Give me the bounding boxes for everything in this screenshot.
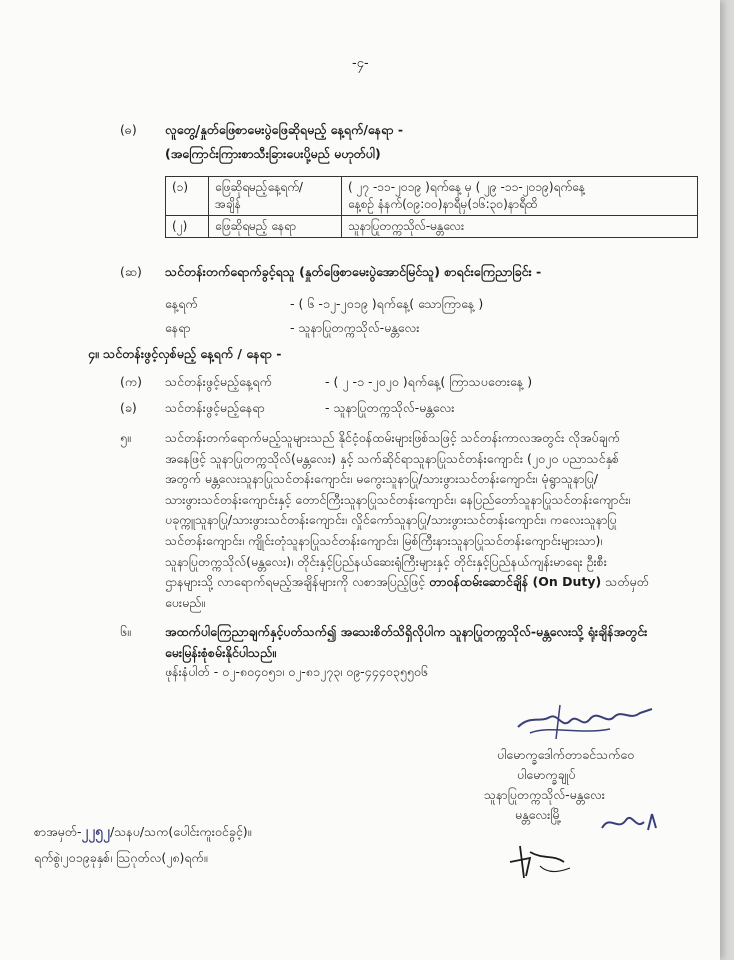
item4-row-b-value: - သူနာပြုတက္ကသိုလ်-မန္တလေး bbox=[325, 400, 455, 415]
item4-row-a-value: - ( ၂ -၁ -၂၀၂၀ )ရက်နေ့( ကြာသပတေးနေ့ ) bbox=[325, 374, 533, 389]
paragraph-line: သူနာပြုတက္ကသိုလ်(မန္တလေး)၊ တိုင်းနှင့်ပြည်နယ်ဆေးရုံကြီးများနှင့် တိုင်းနှင့်ပြည်နယ်ကျန်းမာရေး ဦးစီး bbox=[165, 553, 607, 569]
item4-title: ၄။ သင်တန်းဖွင့်လှစ်မည့် နေ့ရက် / နေရာ - bbox=[88, 346, 282, 361]
announce-place-value: - သူနာပြုတက္ကသိုလ်-မန္တလေး bbox=[290, 320, 420, 335]
paragraph-line: မေးမြန်းစုံစမ်းနိုင်ပါသည်။ bbox=[165, 644, 276, 660]
letter-number-label: စာအမှတ်- bbox=[34, 824, 82, 839]
announce-date-value: - ( ၆ -၁၂-၂၀၁၉ )ရက်နေ့( သောကြာနေ့ ) bbox=[290, 296, 484, 311]
item5-paragraph bbox=[165, 428, 649, 613]
signatory-city: မန္တလေးမြို့ bbox=[515, 807, 562, 822]
handwritten-mark bbox=[500, 832, 580, 882]
paragraph-line: သင်တန်းတက်ရောက်မည့်သူများသည် နိုင်ငံ့ဝန်ထမ်းများဖြစ်သဖြင့် သင်တန်းကာလအတွင်း လိုအပ်ချက် bbox=[165, 430, 620, 445]
letter-number-suffix: /သနပ/သက(ပေါင်းကူးဝင်ခွင့်)။ bbox=[109, 824, 252, 839]
paragraph-line: အတွက် မန္တလေးသူနာပြုသင်တန်းကျောင်း၊ မကွေးသူနာပြု/သားဖွားသင်တန်းကျောင်း၊ မုံရွာသူနာပြု/ bbox=[165, 471, 599, 487]
exam-schedule-table bbox=[165, 176, 698, 238]
paragraph-line: အနေဖြင့် သူနာပြုတက္ကသိုလ်(မန္တလေး) နှင့် သက်ဆိုင်ရာသူနာပြုသင်တန်းကျောင်း (၂၀၂၀ ပညာသင်နှစ် bbox=[165, 450, 620, 466]
item4-row-b-num: (ခ) bbox=[120, 400, 137, 415]
paragraph-line bbox=[165, 572, 649, 593]
paragraph-tail: သတ်မှတ် bbox=[605, 574, 649, 590]
paragraph-text: ဌာနများသို့ လာရောက်ရမည့်အချိန်များကို လစာအပြည့်ဖြင့် bbox=[165, 574, 426, 590]
table-cell-num: (၁) bbox=[166, 177, 209, 216]
item4-row-b-label: သင်တန်းဖွင့်မည့်နေရာ bbox=[165, 400, 265, 415]
signatory-name: ပါမောက္ခဒေါက်တာခင်သက်ဝေ bbox=[497, 747, 635, 762]
section-c-number: (ဓ) bbox=[120, 122, 137, 137]
item4-row-a-num: (က) bbox=[120, 374, 142, 389]
signatory-organization: သူနာပြုတက္ကသိုလ်-မန္တလေး bbox=[484, 787, 605, 802]
section-d-number: (ဆ) bbox=[120, 264, 142, 279]
paragraph-line: ပခုက္ကူသူနာပြု/သားဖွားသင်တန်းကျောင်း၊ လှိုင်ကော်သူနာပြု/သားဖွားသင်တန်းကျောင်း၊ ကလေးသူနာပြု bbox=[165, 512, 617, 528]
table-cell-label bbox=[209, 177, 342, 216]
page-number: -၄- bbox=[352, 56, 369, 71]
item6-number: ၆။ bbox=[120, 624, 131, 639]
paragraph-line: သင်တန်းကျောင်း၊ ကျိုင်းတုံသူနာပြုသင်တန်းကျောင်း၊ မြစ်ကြီးနားသူနာပြုသင်တန်းကျောင်းများသာ)၊ bbox=[165, 532, 603, 548]
table-row bbox=[166, 216, 698, 238]
letter-number bbox=[34, 824, 251, 840]
item6-paragraph bbox=[165, 622, 647, 663]
phone-numbers: ဖုန်းနံပါတ် - ၀၂-၈၀၄၀၅၁၊ ၀၂-၈၁၂၇၃၊ ၀၉-၄၄၄၀၃၅၅၀၆ bbox=[165, 664, 428, 679]
value-line: သူနာပြုတက္ကသိုလ်-မန္တလေး bbox=[348, 219, 465, 233]
paragraph-line: အထက်ပါကြေညာချက်နှင့်ပတ်သက်၍ အသေးစိတ်သိရှိလိုပါက သူနာပြုတက္ကသိုလ်-မန္တလေးသို့ ရုံးချိန်အတွင်း bbox=[165, 624, 648, 639]
paragraph-line: ပေးမည်။ bbox=[165, 594, 206, 610]
item4-row-a-label: သင်တန်းဖွင့်မည့်နေ့ရက် bbox=[165, 374, 272, 389]
handwritten-initials bbox=[596, 806, 666, 836]
signatory-title: ပါမောက္ခချုပ် bbox=[517, 767, 576, 782]
paragraph-line: သားဖွားသင်တန်းကျောင်းနှင့် တောင်ကြီးသူနာပြုသင်တန်းကျောင်း၊ နေပြည်တော်သူနာပြုသင်တန်းကျောင်း၊ bbox=[165, 491, 631, 507]
item5-number: ၅။ bbox=[120, 430, 131, 445]
section-c-subtitle: (အကြောင်းကြားစာသီးခြားပေးပို့မည် မဟုတ်ပါ) bbox=[165, 146, 381, 161]
label-line: အချိန် bbox=[215, 197, 241, 211]
announce-date-label: နေ့ရက် bbox=[165, 296, 198, 311]
signature-scribble bbox=[510, 695, 660, 745]
letter-date: ရက်စွဲ၊၂၀၁၉ခုနှစ်၊ ဩဂုတ်လ(၂၈)ရက်။ bbox=[34, 850, 208, 865]
section-d-title: သင်တန်းတက်ရောက်ခွင့်ရသူ (နှုတ်ဖြေစာမေးပွဲအောင်မြင်သူ) စာရင်းကြေညာခြင်း - bbox=[165, 264, 542, 279]
table-cell-label bbox=[209, 216, 342, 238]
on-duty-emphasis: တာဝန်ထမ်းဆောင်ချိန် (On Duty) bbox=[429, 574, 602, 590]
value-line: ( ၂၇ -၁၁-၂၀၁၉ )ရက်နေ့ မှ ( ၂၉ -၁၁-၂၀၁၉)ရက်နေ့ bbox=[348, 180, 585, 194]
announce-place-label: နေရာ bbox=[165, 320, 191, 335]
label-line: ဖြေဆိုရမည့်နေ့ရက်/ bbox=[215, 180, 303, 194]
table-cell-value bbox=[342, 177, 698, 216]
label-line: ဖြေဆိုရမည့် နေရာ bbox=[215, 219, 296, 233]
table-cell-value bbox=[342, 216, 698, 238]
value-line: နေ့စဉ် နံနက်(၀၉:၀၀)နာရီမှ(၁၆:၃၀)နာရီထိ bbox=[348, 197, 538, 211]
section-c-title: လူတွေ့/နှုတ်ဖြေစာမေးပွဲဖြေဆိုရမည့် နေ့ရက်/နေရာ - bbox=[165, 122, 404, 137]
letter-number-handwritten: ၂၂၅၂ bbox=[81, 824, 110, 840]
table-row bbox=[166, 177, 698, 216]
table-cell-num: (၂) bbox=[166, 216, 209, 238]
